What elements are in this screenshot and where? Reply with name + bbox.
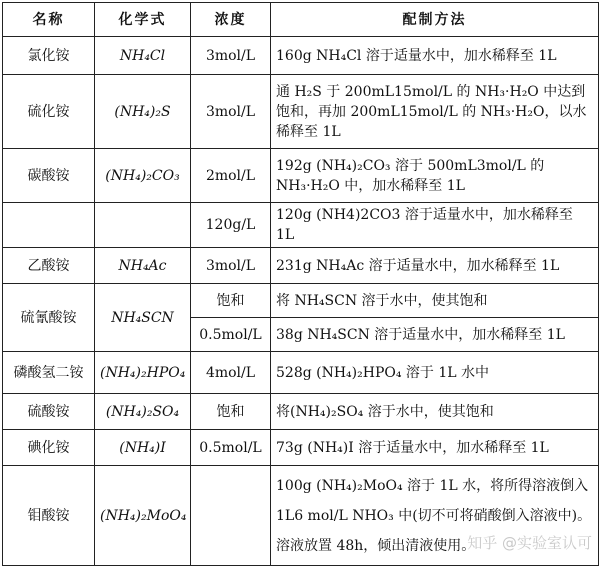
header-name: 名称 [3, 3, 95, 37]
watermark: 知乎 @实验室认可 [467, 534, 592, 552]
cell-conc: 饱和 [191, 284, 271, 318]
cell-method: 528g (NH₄)₂HPO₄ 溶于 1L 水中 [271, 352, 599, 394]
cell-name: 硫酸铵 [3, 394, 95, 430]
cell-conc: 3mol/L [191, 248, 271, 284]
cell-conc: 3mol/L [191, 37, 271, 75]
cell-name: 硫化铵 [3, 75, 95, 149]
cell-formula: (NH₄)I [95, 430, 191, 466]
cell-method: 通 H₂S 于 200mL15mol/L 的 NH₃·H₂O 中达到饱和，再加 200mL15mol/L 的 NH₃·H₂O，以水稀释至 1L [271, 75, 599, 149]
cell-formula: (NH₄)₂HPO₄ [95, 352, 191, 394]
header-row [3, 3, 599, 37]
cell-name: 硫氰酸铵 [3, 284, 95, 352]
header-conc: 浓度 [191, 3, 271, 37]
cell-name [3, 203, 95, 248]
cell-method: 73g (NH₄)I 溶于适量水中，加水稀释至 1L [271, 430, 599, 466]
cell-formula: (NH₄)₂MoO₄ [95, 466, 191, 566]
table-row [3, 394, 599, 430]
cell-formula: (NH₄)₂CO₃ [95, 149, 191, 203]
table-row [3, 430, 599, 466]
cell-formula: NH₄Cl [95, 37, 191, 75]
cell-formula: NH₄Ac [95, 248, 191, 284]
table-row [3, 75, 599, 149]
table-row [3, 248, 599, 284]
cell-method: 160g NH₄Cl 溶于适量水中，加水稀释至 1L [271, 37, 599, 75]
header-formula: 化学式 [95, 3, 191, 37]
table-row [3, 37, 599, 75]
cell-method: 100g (NH₄)₂MoO₄ 溶于 1L 水，将所得溶液倒入 1L6 mol/L NHO₃ 中(切不可将硝酸倒入溶液中)。溶液放置 48h，倾出清液使用。 [271, 466, 599, 566]
cell-method: 120g (NH4)2CO3 溶于适量水中，加水稀释至 1L [271, 203, 599, 248]
cell-conc: 0.5mol/L [191, 430, 271, 466]
cell-method: 231g NH₄Ac 溶于适量水中，加水稀释至 1L [271, 248, 599, 284]
cell-method: 192g (NH₄)₂CO₃ 溶于 500mL3mol/L 的 NH₃·H₂O 中，加水稀释至 1L [271, 149, 599, 203]
header-method: 配制方法 [271, 3, 599, 37]
cell-conc: 0.5mol/L [191, 318, 271, 352]
cell-formula: (NH₄)₂SO₄ [95, 394, 191, 430]
cell-name: 碳酸铵 [3, 149, 95, 203]
reagent-table [2, 2, 599, 566]
cell-conc [191, 466, 271, 566]
table-row [3, 284, 599, 318]
cell-formula: NH₄SCN [95, 284, 191, 352]
table-row [3, 203, 599, 248]
cell-name: 钼酸铵 [3, 466, 95, 566]
cell-formula [95, 203, 191, 248]
cell-name: 磷酸氢二铵 [3, 352, 95, 394]
cell-name: 乙酸铵 [3, 248, 95, 284]
cell-name: 氯化铵 [3, 37, 95, 75]
cell-method: 38g NH₄SCN 溶于适量水中，加水稀释至 1L [271, 318, 599, 352]
cell-conc: 2mol/L [191, 149, 271, 203]
cell-method: 将 NH₄SCN 溶于水中，使其饱和 [271, 284, 599, 318]
cell-conc: 饱和 [191, 394, 271, 430]
cell-conc: 3mol/L [191, 75, 271, 149]
cell-method: 将(NH₄)₂SO₄ 溶于水中，使其饱和 [271, 394, 599, 430]
cell-name: 碘化铵 [3, 430, 95, 466]
table-row [3, 352, 599, 394]
cell-conc: 4mol/L [191, 352, 271, 394]
table-row [3, 149, 599, 203]
cell-conc: 120g/L [191, 203, 271, 248]
cell-formula: (NH₄)₂S [95, 75, 191, 149]
